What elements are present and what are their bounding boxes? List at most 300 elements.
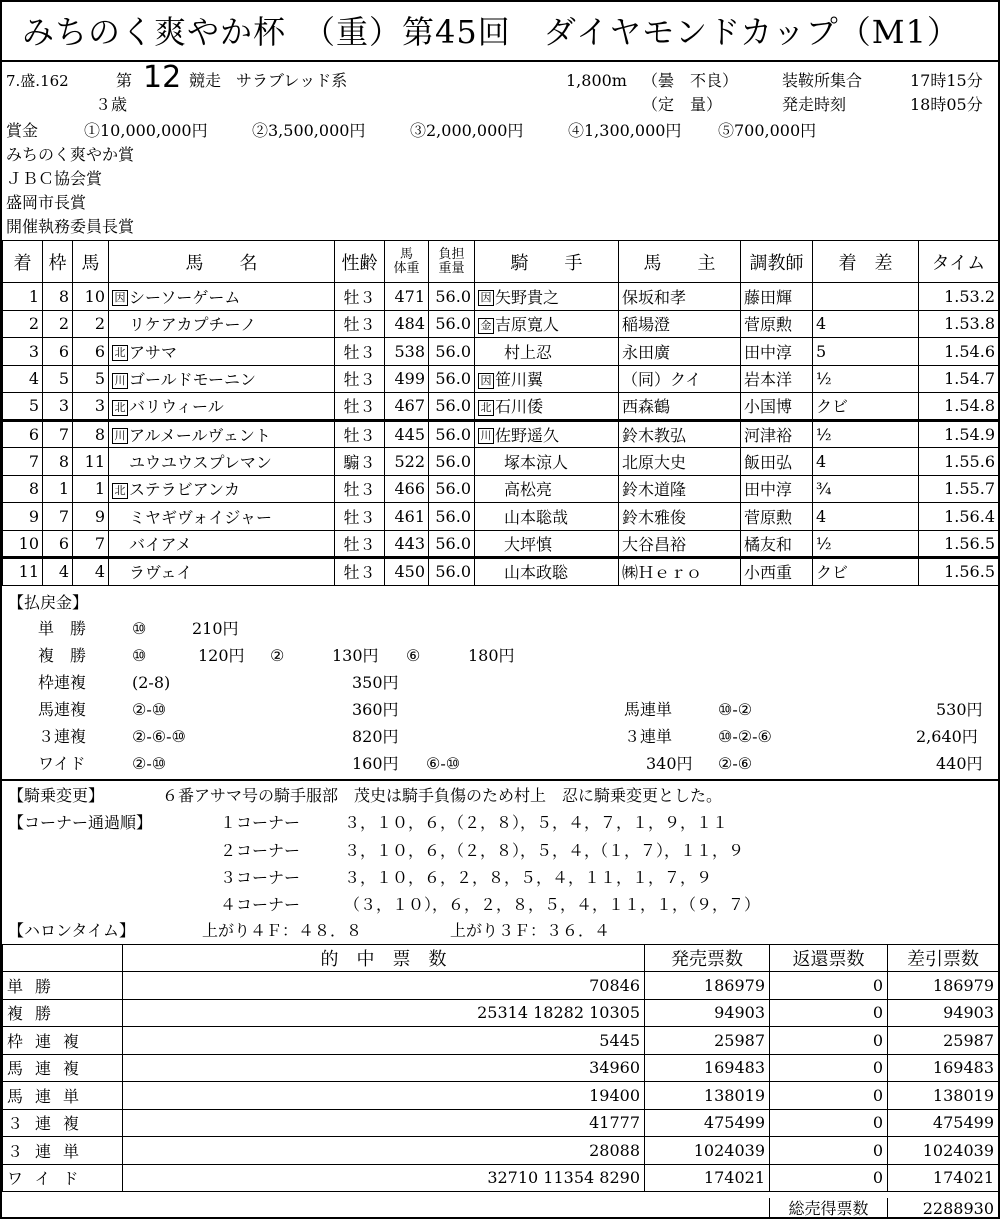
owner-name: 北原大史 <box>619 448 741 476</box>
finish-time: 1.54.8 <box>919 393 999 421</box>
horse-number: 6 <box>73 338 109 366</box>
finish-position: 1 <box>3 283 43 311</box>
carried-weight: 56.0 <box>429 393 475 421</box>
corner-3-label: ３コーナー <box>220 868 301 887</box>
jockey-cell <box>475 365 619 393</box>
bet-type: 複勝 <box>3 999 123 1027</box>
body-weight: 499 <box>385 365 429 393</box>
col-weight: 負担 重量 <box>429 241 475 283</box>
winning-votes: 34960 <box>123 1054 645 1082</box>
gate-number: 3 <box>43 393 73 421</box>
margin: 4 <box>813 448 919 476</box>
jockey-cell <box>475 558 619 586</box>
prize-label: 賞金 <box>6 121 39 140</box>
finish-time: 1.55.6 <box>919 448 999 476</box>
owner-name: 保坂和孝 <box>619 283 741 311</box>
sex-age: 牡３ <box>335 310 385 338</box>
payout-trifecta-combo: ⑩-②-⑥ <box>718 727 772 746</box>
race-number: 12 <box>143 60 182 95</box>
jockey-region-mark: 川 <box>478 428 494 444</box>
col-jockey: 騎 手 <box>475 241 619 283</box>
winning-votes: 70846 <box>123 972 645 1000</box>
horse-name: リケアカプチーノ <box>129 315 257 335</box>
meeting-code: 7.盛.162 <box>6 72 69 90</box>
body-weight: 445 <box>385 420 429 448</box>
horse-name: ステラビアンカ <box>129 480 241 500</box>
payout-fukusho-amount-3: 180円 <box>468 646 515 665</box>
sex-age: 牡３ <box>335 338 385 366</box>
jockey-region-mark: 因 <box>478 373 494 389</box>
col-name: 馬 名 <box>109 241 335 283</box>
margin: ½ <box>813 530 919 558</box>
horse-number: 2 <box>73 310 109 338</box>
sex-age: 牡３ <box>335 283 385 311</box>
net-votes: 174021 <box>888 1164 999 1192</box>
horse-name-cell <box>109 283 335 311</box>
sold-votes: 1024039 <box>645 1137 770 1165</box>
sales-row <box>3 972 999 1000</box>
horse-number: 7 <box>73 530 109 558</box>
owner-name: 鈴木道隆 <box>619 475 741 503</box>
race-breed: サラブレッド系 <box>236 71 348 90</box>
result-row <box>3 310 999 338</box>
margin: 4 <box>813 310 919 338</box>
jockey-name: 吉原寛人 <box>495 315 560 335</box>
gate-number: 6 <box>43 338 73 366</box>
prize-3: ③2,000,000円 <box>410 121 524 140</box>
body-weight: 484 <box>385 310 429 338</box>
owner-name: 鈴木教弘 <box>619 420 741 448</box>
body-weight: 467 <box>385 393 429 421</box>
finish-position: 3 <box>3 338 43 366</box>
col-owner: 馬 主 <box>619 241 741 283</box>
saddling-label: 装鞍所集合 <box>782 71 863 90</box>
finish-time: 1.54.7 <box>919 365 999 393</box>
gate-number: 6 <box>43 530 73 558</box>
result-row <box>3 393 999 421</box>
col-chaku: 着 <box>3 241 43 283</box>
payout-header: 【払戻金】 <box>8 593 89 612</box>
trainer-name: 橘友和 <box>741 530 813 558</box>
horse-number: 5 <box>73 365 109 393</box>
body-weight: 450 <box>385 558 429 586</box>
col-uma: 馬 <box>73 241 109 283</box>
jockey-name: 矢野貴之 <box>495 287 560 307</box>
prize-1: ①10,000,000円 <box>84 121 208 140</box>
refund-votes: 0 <box>770 999 888 1027</box>
net-votes: 94903 <box>888 999 999 1027</box>
race-age: ３歳 <box>95 95 128 114</box>
payout-wide-amount-3: 440円 <box>936 754 983 773</box>
horse-name-cell <box>109 475 335 503</box>
payout-wide-amount-1: 160円 <box>352 754 399 773</box>
corner-4-order: （３，１０），６，２，８，５，４，１１，１，（９，７） <box>344 895 761 914</box>
payout-trio-label: ３連複 <box>38 727 87 746</box>
sex-age: 牡３ <box>335 558 385 586</box>
carried-weight: 56.0 <box>429 283 475 311</box>
finish-position: 5 <box>3 393 43 421</box>
payout-umatan-combo: ⑩-② <box>718 700 753 719</box>
horse-name-cell <box>109 310 335 338</box>
carried-weight: 56.0 <box>429 530 475 558</box>
trainer-name: 菅原勲 <box>741 503 813 531</box>
payout-fukusho-label: 複 勝 <box>38 646 87 665</box>
margin: ½ <box>813 365 919 393</box>
owner-name: 大谷昌裕 <box>619 530 741 558</box>
jockey-cell <box>475 310 619 338</box>
furlong-label: 【ハロンタイム】 <box>8 921 136 940</box>
gate-number: 5 <box>43 365 73 393</box>
body-weight: 466 <box>385 475 429 503</box>
race-dai: 第 <box>116 71 133 90</box>
winning-votes: 28088 <box>123 1137 645 1165</box>
horse-name-cell <box>109 448 335 476</box>
payout-wakuren-amount: 350円 <box>352 673 399 692</box>
payout-tansho-combo: ⑩ <box>132 619 147 638</box>
col-bodyweight: 馬 体重 <box>385 241 429 283</box>
carried-weight: 56.0 <box>429 338 475 366</box>
horse-name-cell <box>109 420 335 448</box>
winning-votes: 32710 11354 8290 <box>123 1164 645 1192</box>
net-votes: 169483 <box>888 1054 999 1082</box>
jockey-cell <box>475 283 619 311</box>
carried-weight: 56.0 <box>429 448 475 476</box>
jockey-name: 大坪慎 <box>504 534 553 554</box>
horse-name: バイアメ <box>129 534 192 554</box>
sold-votes: 25987 <box>645 1027 770 1055</box>
body-weight: 538 <box>385 338 429 366</box>
result-row <box>3 448 999 476</box>
jockey-cell <box>475 448 619 476</box>
payout-umaren-combo: ②-⑩ <box>132 700 167 719</box>
jockey-region-mark: 北 <box>478 400 494 416</box>
payout-wide-label: ワイド <box>38 754 86 773</box>
jockey-name: 村上忍 <box>504 342 553 362</box>
col-sexage: 性齢 <box>335 241 385 283</box>
sold-votes: 94903 <box>645 999 770 1027</box>
finish-position: 8 <box>3 475 43 503</box>
winning-votes: 25314 18282 10305 <box>123 999 645 1027</box>
bet-type: 馬連複 <box>3 1054 123 1082</box>
jockey-cell <box>475 420 619 448</box>
col-time: タイム <box>919 241 999 283</box>
refund-votes: 0 <box>770 1027 888 1055</box>
winning-votes: 5445 <box>123 1027 645 1055</box>
trainer-name: 小西重 <box>741 558 813 586</box>
payout-tansho-amount: 210円 <box>192 619 239 638</box>
gate-number: 7 <box>43 420 73 448</box>
total-sales-label: 総売得票数 <box>769 1198 887 1219</box>
post-time-label: 発走時刻 <box>782 95 847 114</box>
prize-2: ②3,500,000円 <box>252 121 366 140</box>
sales-row <box>3 1164 999 1192</box>
horse-name: ミヤギヴォイジャー <box>129 507 273 527</box>
jockey-cell <box>475 338 619 366</box>
results-table <box>2 240 999 586</box>
region-mark: 川 <box>112 373 128 389</box>
corner-2-label: ２コーナー <box>220 841 301 860</box>
payout-wide-combo-2: ⑥-⑩ <box>426 754 461 773</box>
finish-time: 1.54.9 <box>919 420 999 448</box>
trainer-name: 河津裕 <box>741 420 813 448</box>
sales-col-sold: 発売票数 <box>645 945 770 972</box>
owner-name: 永田廣 <box>619 338 741 366</box>
sold-votes: 169483 <box>645 1054 770 1082</box>
owner-name: ㈱Ｈｅｒｏ <box>619 558 741 586</box>
corner-1-order: ３，１０，６，（２，８），５，４，７，１，９，１１ <box>344 813 729 832</box>
carried-weight: 56.0 <box>429 558 475 586</box>
sex-age: 騸３ <box>335 448 385 476</box>
trainer-name: 岩本洋 <box>741 365 813 393</box>
sold-votes: 138019 <box>645 1082 770 1110</box>
corner-2-order: ３，１０，６，（２，８），５，４，（１，７），１１，９ <box>344 841 745 860</box>
carried-weight: 56.0 <box>429 503 475 531</box>
net-votes: 25987 <box>888 1027 999 1055</box>
horse-name-cell <box>109 503 335 531</box>
margin: ¾ <box>813 475 919 503</box>
jockey-name: 塚本涼人 <box>504 452 569 472</box>
jockey-name: 佐野遥久 <box>495 425 560 445</box>
refund-votes: 0 <box>770 1109 888 1137</box>
horse-name-cell <box>109 393 335 421</box>
trainer-name: 田中淳 <box>741 475 813 503</box>
payout-trio-amount: 820円 <box>352 727 399 746</box>
gate-number: 8 <box>43 448 73 476</box>
margin: クビ <box>813 393 919 421</box>
track-condition: （曇 不良） <box>642 71 739 90</box>
corner-3-order: ３，１０，６，２，８，５，４，１１，１，７，９ <box>344 868 713 887</box>
payout-wakuren-label: 枠連複 <box>38 673 87 692</box>
result-row <box>3 530 999 558</box>
margin <box>813 283 919 311</box>
refund-votes: 0 <box>770 1164 888 1192</box>
section-divider <box>2 779 998 781</box>
payout-wide-combo-3: ②-⑥ <box>718 754 753 773</box>
post-time: 18時05分 <box>910 95 983 114</box>
finish-time: 1.54.6 <box>919 338 999 366</box>
region-mark: 北 <box>112 345 128 361</box>
award-2: ＪＢＣ協会賞 <box>6 169 103 188</box>
sex-age: 牡３ <box>335 530 385 558</box>
region-mark: 北 <box>112 400 128 416</box>
owner-name: 西森鶴 <box>619 393 741 421</box>
finish-position: 4 <box>3 365 43 393</box>
body-weight: 461 <box>385 503 429 531</box>
finish-time: 1.53.2 <box>919 283 999 311</box>
bet-type: 枠連複 <box>3 1027 123 1055</box>
payout-fukusho-amount-1: 120円 <box>198 646 245 665</box>
payout-wide-combo-1: ②-⑩ <box>132 754 167 773</box>
payout-umaren-label: 馬連複 <box>38 700 87 719</box>
finish-time: 1.56.4 <box>919 503 999 531</box>
carried-weight: 56.0 <box>429 365 475 393</box>
jockey-cell <box>475 530 619 558</box>
trainer-name: 小国博 <box>741 393 813 421</box>
jockey-region-mark: 因 <box>478 290 494 306</box>
horse-name: ゴールドモーニン <box>129 370 257 390</box>
sex-age: 牡３ <box>335 393 385 421</box>
gate-number: 2 <box>43 310 73 338</box>
jockey-change-text: ６番アサマ号の騎手服部 茂史は騎手負傷のため村上 忍に騎乗変更とした。 <box>162 786 723 805</box>
jockey-region-mark: 金 <box>478 318 494 334</box>
sales-row <box>3 1027 999 1055</box>
corner-1-label: １コーナー <box>220 813 301 832</box>
payout-fukusho-amount-2: 130円 <box>332 646 379 665</box>
net-votes: 138019 <box>888 1082 999 1110</box>
sales-row <box>3 999 999 1027</box>
finish-time: 1.56.5 <box>919 530 999 558</box>
prize-5: ⑤700,000円 <box>718 121 817 140</box>
bet-type: ワイド <box>3 1164 123 1192</box>
payout-umatan-label: 馬連単 <box>624 700 673 719</box>
body-weight: 522 <box>385 448 429 476</box>
horse-number: 1 <box>73 475 109 503</box>
payout-wide-amount-2: 340円 <box>646 754 693 773</box>
result-row <box>3 420 999 448</box>
jockey-name: 石川倭 <box>495 397 544 417</box>
payout-trifecta-amount: 2,640円 <box>916 727 978 746</box>
sales-table <box>2 944 999 1192</box>
margin: 5 <box>813 338 919 366</box>
net-votes: 1024039 <box>888 1137 999 1165</box>
race-kyoso: 競走 <box>189 71 222 90</box>
sales-row <box>3 1137 999 1165</box>
body-weight: 471 <box>385 283 429 311</box>
payout-trio-combo: ②-⑥-⑩ <box>132 727 186 746</box>
jockey-name: 高松亮 <box>504 480 553 500</box>
refund-votes: 0 <box>770 1137 888 1165</box>
payout-wakuren-combo: (2-8) <box>132 673 171 692</box>
up-4f: 上がり４Ｆ：４８．８ <box>202 921 363 940</box>
finish-position: 6 <box>3 420 43 448</box>
trainer-name: 田中淳 <box>741 338 813 366</box>
sales-col-kind <box>3 945 123 972</box>
corner-4-label: ４コーナー <box>220 895 301 914</box>
horse-number: 8 <box>73 420 109 448</box>
payout-tansho-label: 単 勝 <box>38 619 87 638</box>
result-row <box>3 503 999 531</box>
sales-col-hit: 的 中 票 数 <box>123 945 645 972</box>
weight-rule: （定 量） <box>642 95 723 114</box>
horse-number: 4 <box>73 558 109 586</box>
net-votes: 475499 <box>888 1109 999 1137</box>
winning-votes: 19400 <box>123 1082 645 1110</box>
carried-weight: 56.0 <box>429 310 475 338</box>
finish-position: 2 <box>3 310 43 338</box>
bet-type: 単勝 <box>3 972 123 1000</box>
award-4: 開催執務委員長賞 <box>6 217 135 236</box>
result-row <box>3 283 999 311</box>
finish-time: 1.53.8 <box>919 310 999 338</box>
winning-votes: 41777 <box>123 1109 645 1137</box>
payout-umaren-amount: 360円 <box>352 700 399 719</box>
jockey-cell <box>475 475 619 503</box>
horse-number: 3 <box>73 393 109 421</box>
race-distance: 1,800m <box>566 71 627 90</box>
trainer-name: 菅原勲 <box>741 310 813 338</box>
finish-position: 10 <box>3 530 43 558</box>
finish-position: 9 <box>3 503 43 531</box>
finish-time: 1.56.5 <box>919 558 999 586</box>
up-3f: 上がり３Ｆ：３６．４ <box>450 921 611 940</box>
result-row <box>3 365 999 393</box>
jockey-cell <box>475 503 619 531</box>
col-margin: 着 差 <box>813 241 919 283</box>
total-sales-value: 2288930 <box>887 1198 998 1219</box>
result-row <box>3 338 999 366</box>
payout-trifecta-label: ３連単 <box>624 727 673 746</box>
corner-label: 【コーナー通過順】 <box>8 813 153 832</box>
region-mark: 因 <box>112 290 128 306</box>
jockey-name: 笹川翼 <box>495 370 544 390</box>
horse-number: 9 <box>73 503 109 531</box>
refund-votes: 0 <box>770 972 888 1000</box>
prize-4: ④1,300,000円 <box>568 121 682 140</box>
result-row <box>3 475 999 503</box>
sold-votes: 174021 <box>645 1164 770 1192</box>
carried-weight: 56.0 <box>429 420 475 448</box>
gate-number: 1 <box>43 475 73 503</box>
horse-name-cell <box>109 338 335 366</box>
owner-name: （同）クイ <box>619 365 741 393</box>
carried-weight: 56.0 <box>429 475 475 503</box>
payout-fukusho-combo-1: ⑩ <box>132 646 147 665</box>
bet-type: 馬連単 <box>3 1082 123 1110</box>
col-waku: 枠 <box>43 241 73 283</box>
jockey-name: 山本政聡 <box>504 563 569 583</box>
result-row <box>3 558 999 586</box>
jockey-name: 山本聡哉 <box>504 507 569 527</box>
horse-name: ラヴェイ <box>129 563 193 583</box>
sex-age: 牡３ <box>335 503 385 531</box>
horse-name: シーソーゲーム <box>129 287 241 307</box>
bet-type: ３連複 <box>3 1109 123 1137</box>
jockey-change-label: 【騎乗変更】 <box>8 786 105 805</box>
gate-number: 7 <box>43 503 73 531</box>
gate-number: 4 <box>43 558 73 586</box>
trainer-name: 飯田弘 <box>741 448 813 476</box>
sex-age: 牡３ <box>335 475 385 503</box>
margin: ½ <box>813 420 919 448</box>
horse-name: アサマ <box>129 342 178 362</box>
horse-name: ユウユウスプレマン <box>129 452 272 472</box>
payout-umatan-amount: 530円 <box>936 700 983 719</box>
region-mark: 川 <box>112 428 128 444</box>
sex-age: 牡３ <box>335 420 385 448</box>
trainer-name: 藤田輝 <box>741 283 813 311</box>
saddling-time: 17時15分 <box>910 71 983 90</box>
horse-name-cell <box>109 365 335 393</box>
sold-votes: 186979 <box>645 972 770 1000</box>
award-3: 盛岡市長賞 <box>6 193 87 212</box>
finish-position: 11 <box>3 558 43 586</box>
horse-name-cell <box>109 558 335 586</box>
refund-votes: 0 <box>770 1054 888 1082</box>
owner-name: 鈴木雅俊 <box>619 503 741 531</box>
payout-fukusho-combo-3: ⑥ <box>406 646 421 665</box>
refund-votes: 0 <box>770 1082 888 1110</box>
region-mark: 北 <box>112 483 128 499</box>
margin: 4 <box>813 503 919 531</box>
award-1: みちのく爽やか賞 <box>6 145 135 164</box>
sales-row <box>3 1054 999 1082</box>
owner-name: 稲場澄 <box>619 310 741 338</box>
horse-number: 11 <box>73 448 109 476</box>
margin: クビ <box>813 558 919 586</box>
finish-time: 1.55.7 <box>919 475 999 503</box>
sales-col-net: 差引票数 <box>888 945 999 972</box>
finish-position: 7 <box>3 448 43 476</box>
